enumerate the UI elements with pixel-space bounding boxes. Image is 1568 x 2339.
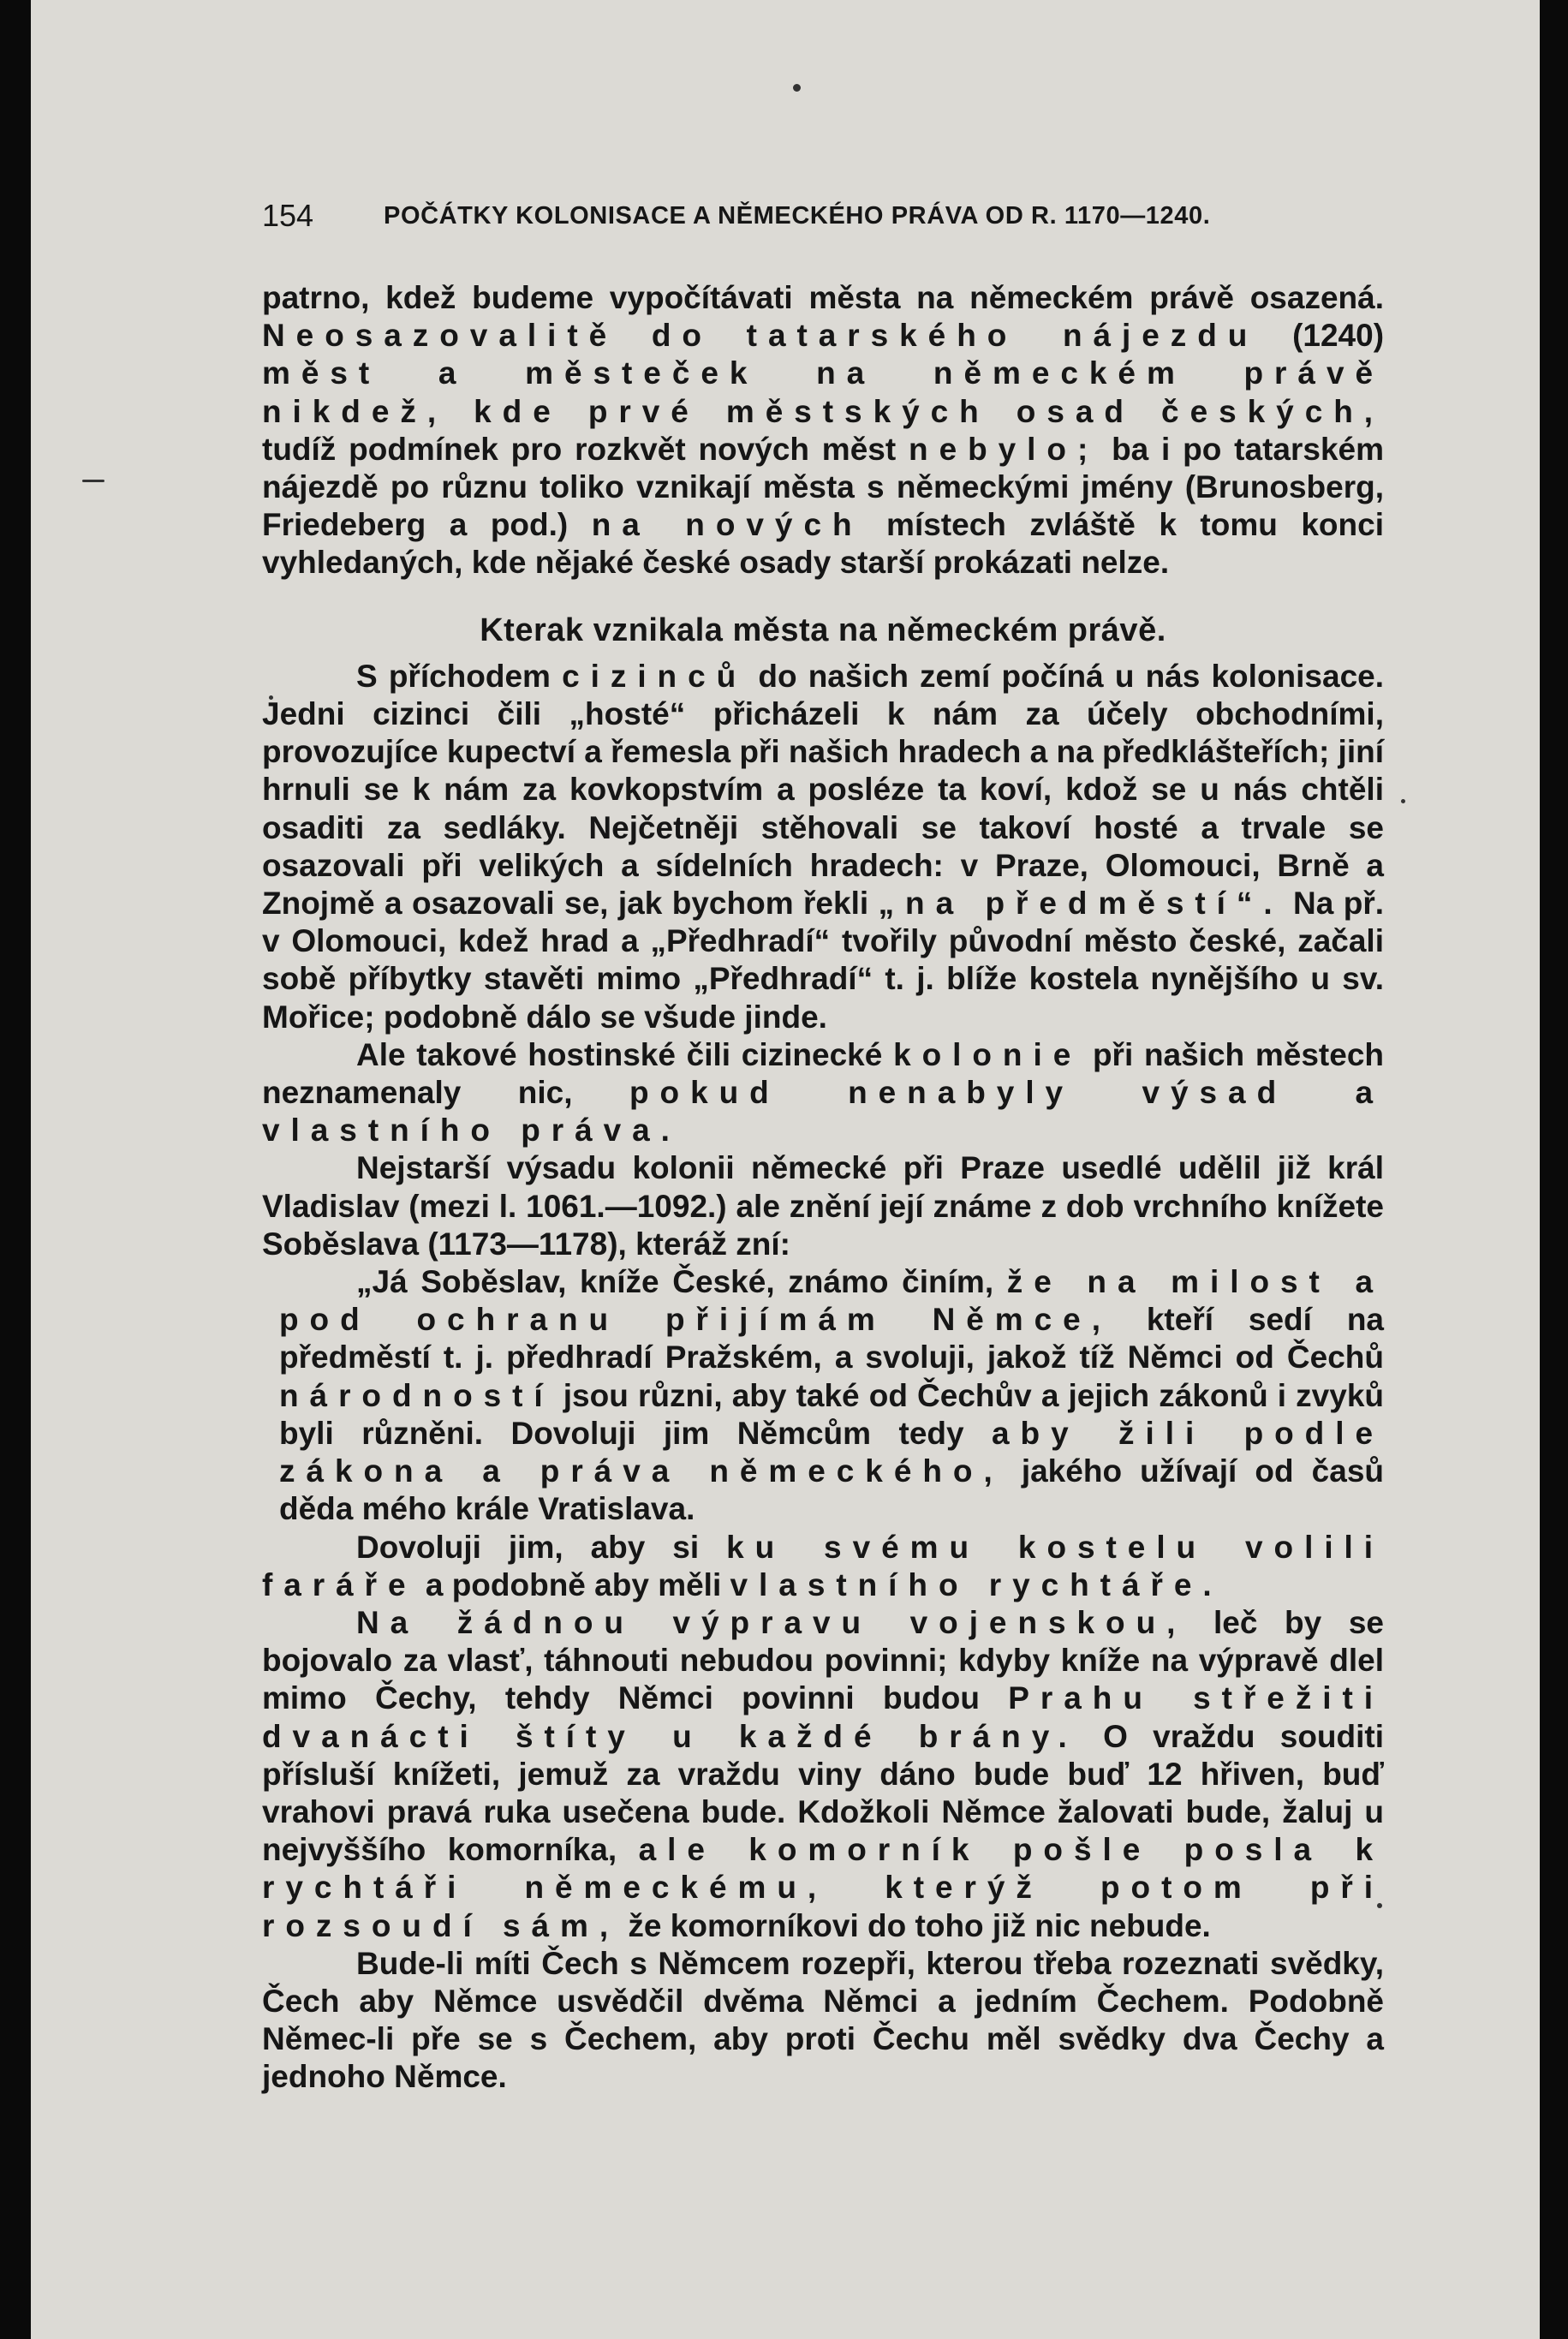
page-number: 154: [262, 198, 314, 233]
paragraph-colonies: Ale takové hostinské čili cizinecké kolonie při našich městech neznamenaly nic, pokud nenabyly výsad a vlastního práva.: [262, 1036, 1385, 1149]
quote-paragraph-3: Na žádnou výpravu vojenskou, leč by se bojovalo za vlasť, táhnouti nebudou povinni; kdyby kníže na výpravě dlel mimo Čechy, tehdy Němci povinni budou Prahu střežiti dvanácti štíty u každé brány. O vraždu souditi přísluší knížeti, jemuž za vraždu viny dáno bude buď 12 hřiven, buď vrahovi pravá ruka usečena bude. Kdožkoli Němce žalovati bude, žaluj u nejvyššího komorníka, ale komorník pošle posla k rychtáři německému, kterýž potom při rozsoudí sám, že komorníkovi do toho již nic nebude.: [262, 1604, 1385, 1943]
running-title: POČÁTKY KOLONISACE A NĚMECKÉHO PRÁVA OD R. 1170—1240.: [384, 202, 1211, 230]
quote-paragraph-1: „Já Soběslav, kníže České, známo činím, že na milost a pod ochranu přijímám Němce, kteří sedí na předměstí t. j. předhradí Pražském, a svoluji, jakož tíž Němci od Čechů národností jsou různi, aby také od Čechův a jejich zákonů i zvyků byli různěni. Dovoluji jim Němcům tedy aby žili podle zákona a práva německého, jakého užívají od časů děda mého krále Vratislava.: [279, 1264, 1385, 1527]
section-heading: Kterak vznikala města na německém právě.: [480, 612, 1166, 648]
book-page: [31, 0, 1540, 2339]
paragraph-hosts: S příchodem cizinců do našich zemí počíná u nás kolonisace. Jedni cizinci čili „hosté“ přicházeli k nám za účely obchodními, provozujíce kupectví a řemesla při našich hradech a na předklášteřích; jiní hrnuli se k nám za kovkopstvím a posléze ta koví, kdož se u nás chtěli osaditi za sedláky. Nejčetněji stěhovali se takoví hosté a trvale se osazovali při velikých a sídelních hradech: v Praze, Olomouci, Brně a Znojmě a osazovali se, jak bychom řekli „na předměstí“. Na př. v Olomouci, kdež hrad a „Předhradí“ tvořily původní město české, začali sobě příbytky stavěti mimo „Předhradí“ t. j. blíže kostela nynějšího u sv. Mořice; podobně dálo se všude jinde.: [262, 658, 1385, 1035]
paragraph-privilege: Nejstarší výsadu kolonii německé při Praze usedlé udělil již král Vladislav (mezi l. 1061.—1092.) ale znění její známe z dob vrchního knížete Soběslava (1173—1178), kteráž zní:: [262, 1150, 1384, 1262]
page-body: [262, 279, 1384, 2097]
page-header: [262, 190, 1384, 233]
quote-paragraph-4: Bude-li míti Čech s Němcem rozepři, kterou třeba rozeznati svědky, Čech aby Němce usvědčil dvěma Němci a jedním Čechem. Podobně Němec-li pře se s Čechem, aby proti Čechu měl svědky dva Čechy a jednoho Němce.: [262, 1945, 1384, 2095]
quote-paragraph-2: Dovoluji jim, aby si ku svému kostelu volili faráře a podobně aby měli vlastního rychtáře.: [262, 1529, 1385, 1602]
intro-paragraph: patrno, kdež budeme vypočítávati města na německém právě osazená. Neosazovalitě do tatarského nájezdu (1240) měst a městeček na německém právě nikdež, kde prvé městských osad českých, tudíž podmínek pro rozkvět nových měst nebylo; ba i po tatarském nájezdě po různu toliko vznikají města s německými jmény (Brunosberg, Friedeberg a pod.) na nových místech zvláště k tomu konci vyhledaných, kde nějaké české osady starší prokázati nelze.: [262, 280, 1385, 581]
